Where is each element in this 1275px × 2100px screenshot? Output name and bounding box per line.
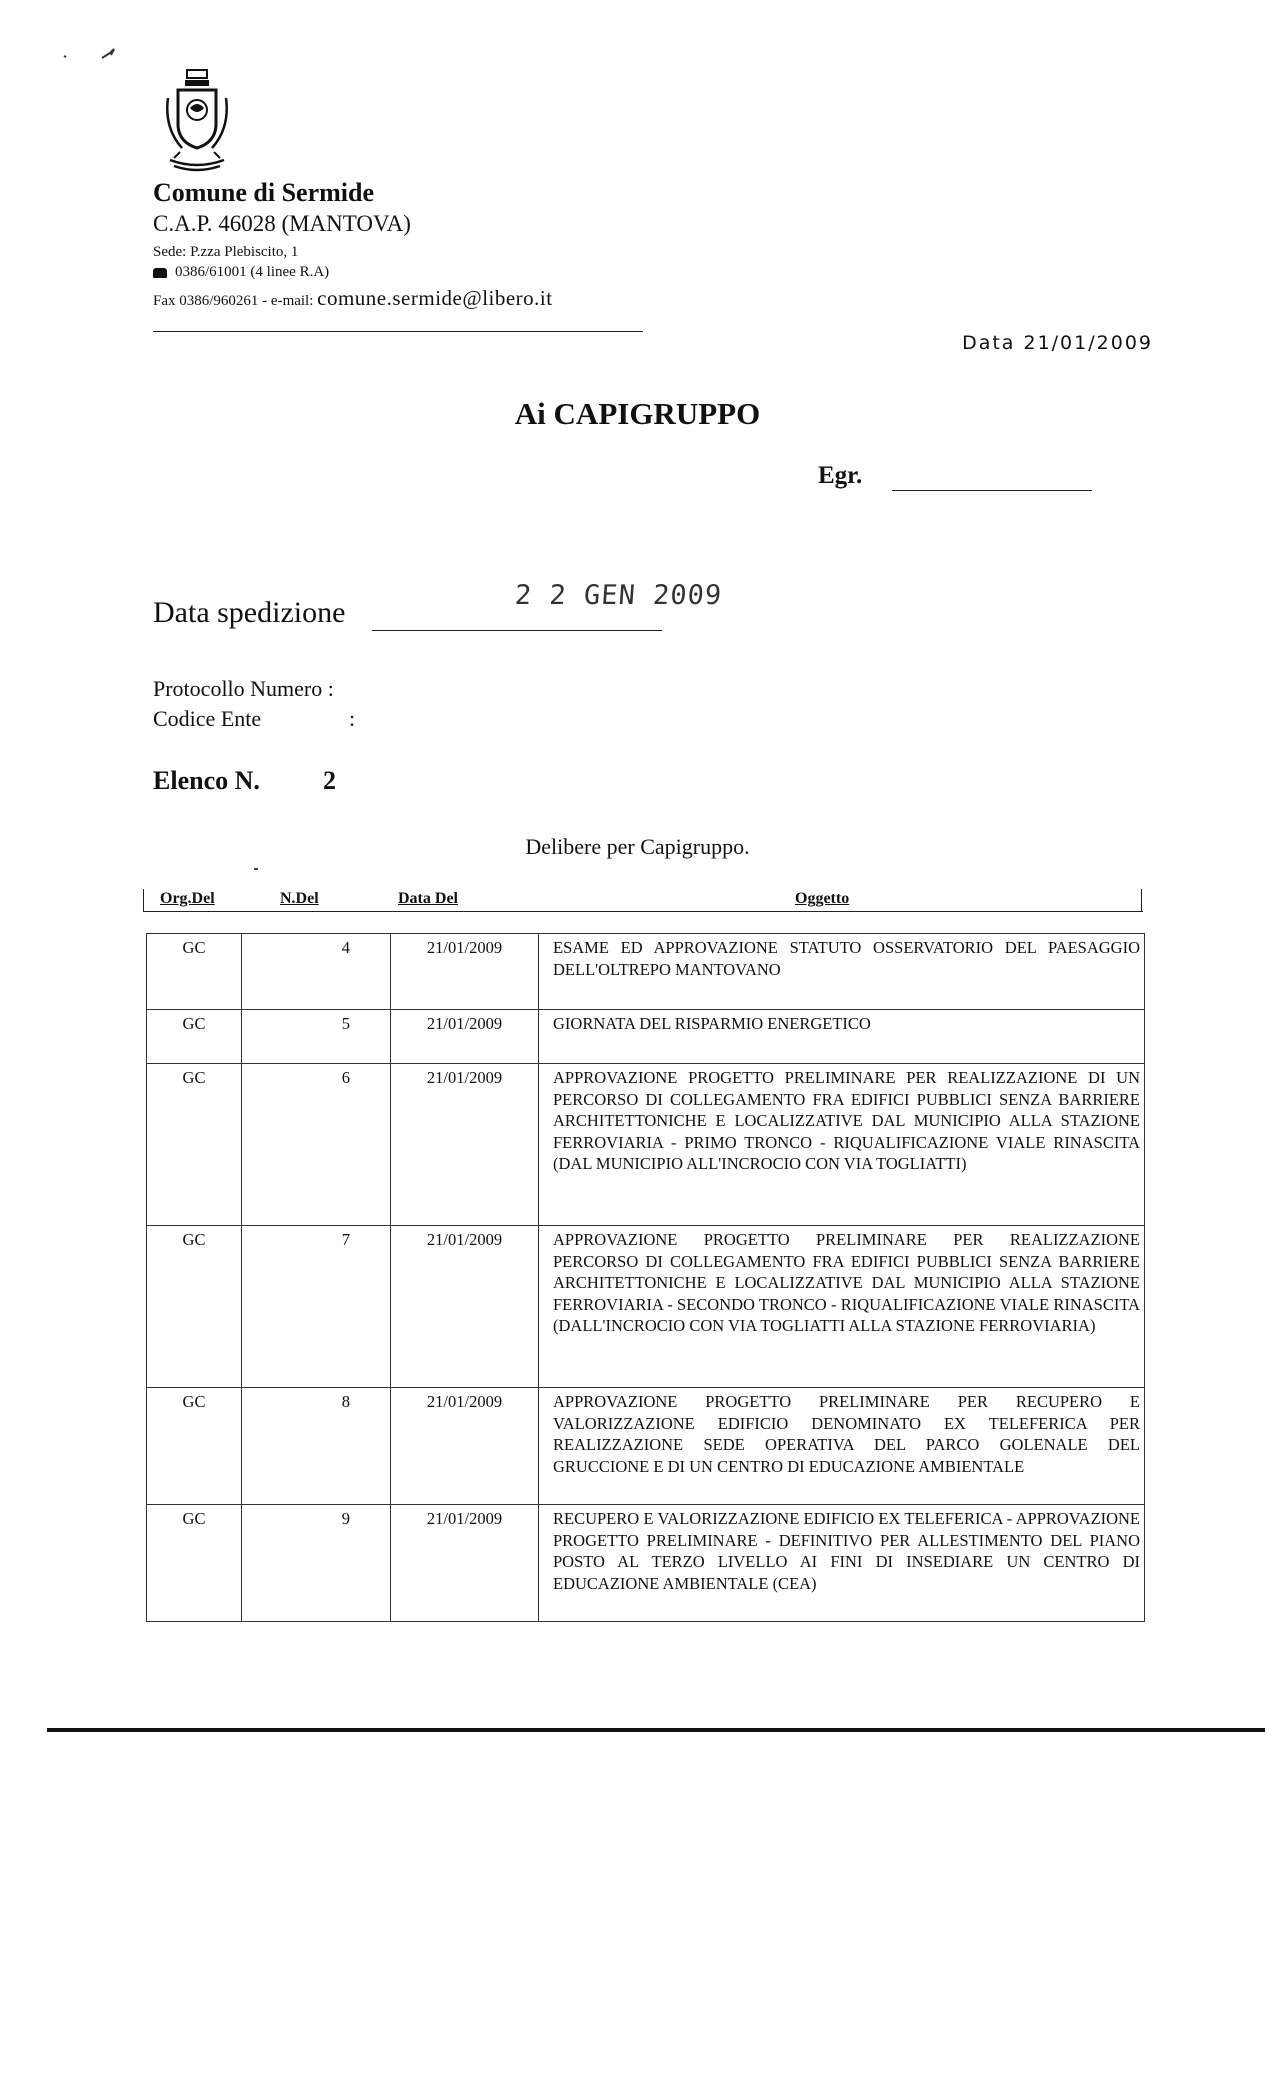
- subject-cell: APPROVAZIONE PROGETTO PRELIMINARE PER REALIZZAZIONE PERCORSO DI COLLEGAMENTO FRA EDIFICI PUBBLICI SENZA BARRIERE ARCHITETTONICHE E LOCALIZZATIVE DAL MUNICIPIO ALLA STAZIONE FERROVIARIA - SECONDO TRONCO - RIQUALIFICAZIONE VIALE RINASCITA (DALL'INCROCIO CON VIA TOGLIATTI ALLA STAZIONE FERROVIARIA): [539, 1226, 1145, 1388]
- org-cell: GC: [147, 1388, 242, 1505]
- number-cell: 7: [242, 1226, 391, 1388]
- stray-mark: [254, 868, 258, 870]
- date-cell: 21/01/2009: [391, 934, 539, 1010]
- org-cell: GC: [147, 1010, 242, 1064]
- egr-blank-line: [892, 490, 1092, 491]
- number-cell: 5: [242, 1010, 391, 1064]
- phone-number: 0386/61001 (4 linee R.A): [175, 264, 330, 280]
- table-row: [147, 1388, 1145, 1505]
- fax-email-line: [153, 286, 553, 311]
- subject-cell: GIORNATA DEL RISPARMIO ENERGETICO: [539, 1010, 1145, 1064]
- org-cell: GC: [147, 1064, 242, 1226]
- postal-code-line: C.A.P. 46028 (MANTOVA): [153, 211, 411, 236]
- table-header-left-edge: [143, 889, 144, 911]
- table-header: [143, 889, 1143, 911]
- organization-name: Comune di Sermide: [153, 178, 374, 207]
- subject-cell: APPROVAZIONE PROGETTO PRELIMINARE PER REALIZZAZIONE DI UN PERCORSO DI COLLEGAMENTO FRA EDIFICI PUBBLICI SENZA BARRIERE ARCHITETTONICHE E LOCALIZZATIVE DAL MUNICIPIO ALLA STAZIONE FERROVIARIA - PRIMO TRONCO - RIQUALIFICAZIONE VIALE RINASCITA (DAL MUNICIPIO ALL'INCROCIO CON VIA TOGLIATTI): [539, 1064, 1145, 1226]
- municipal-crest-icon: [160, 68, 234, 172]
- list-number-value: 2: [323, 766, 336, 795]
- protocol-number-label: Protocollo Numero :: [153, 676, 334, 701]
- date-cell: 21/01/2009: [391, 1064, 539, 1226]
- document-subtitle: Delibere per Capigruppo.: [525, 834, 750, 859]
- org-cell: GC: [147, 1226, 242, 1388]
- subject-cell: ESAME ED APPROVAZIONE STATUTO OSSERVATORIO DEL PAESAGGIO DELL'OLTREPO MANTOVANO: [539, 934, 1145, 1010]
- table-row: [147, 1064, 1145, 1226]
- subject-cell: RECUPERO E VALORIZZAZIONE EDIFICIO EX TELEFERICA - APPROVAZIONE PROGETTO PRELIMINARE - DEFINITIVO PER ALLESTIMENTO DEL PIANO POSTO AL TERZO LIVELLO AI FINI DI INSEDIARE UN CENTRO DI EDUCAZIONE AMBIENTALE (CEA): [539, 1505, 1145, 1622]
- number-cell: 9: [242, 1505, 391, 1622]
- number-cell: 4: [242, 934, 391, 1010]
- number-cell: 8: [242, 1388, 391, 1505]
- shipping-date-label: Data spedizione: [153, 596, 346, 629]
- phone-icon: [153, 268, 167, 278]
- subject-cell: APPROVAZIONE PROGETTO PRELIMINARE PER RECUPERO E VALORIZZAZIONE EDIFICIO DENOMINATO EX TELEFERICA PER REALIZZAZIONE SEDE OPERATIVA DEL PARCO GOLENALE DEL GRUCCIONE E DI UN CENTRO DI EDUCAZIONE AMBIENTALE: [539, 1388, 1145, 1505]
- table-header-right-edge: [1141, 889, 1142, 911]
- date-cell: 21/01/2009: [391, 1388, 539, 1505]
- date-stamp: 2 2 GEN 2009: [513, 580, 724, 611]
- table-header-rule: [143, 911, 1143, 912]
- date-cell: 21/01/2009: [391, 1010, 539, 1064]
- list-number-label: Elenco N.: [153, 766, 260, 795]
- table-row: [147, 1505, 1145, 1622]
- column-header-number: N.Del: [280, 890, 319, 907]
- shipping-date-line: [372, 630, 662, 631]
- date-cell: 21/01/2009: [391, 1226, 539, 1388]
- header-divider: [153, 331, 643, 332]
- egr-label: Egr.: [818, 462, 863, 489]
- fax-label: Fax 0386/960261 - e-mail:: [153, 293, 314, 309]
- pen-mark: [62, 44, 122, 64]
- email-address: comune.sermide@libero.it: [317, 286, 553, 310]
- bottom-rule: [47, 1728, 1265, 1732]
- table-row: [147, 1226, 1145, 1388]
- date-cell: 21/01/2009: [391, 1505, 539, 1622]
- column-header-org: Org.Del: [160, 890, 215, 907]
- entity-code-label: [153, 706, 356, 732]
- table-row: [147, 1010, 1145, 1064]
- document-date: Data 21/01/2009: [962, 332, 1153, 354]
- org-cell: GC: [147, 934, 242, 1010]
- list-number: [153, 766, 336, 796]
- org-cell: GC: [147, 1505, 242, 1622]
- number-cell: 6: [242, 1064, 391, 1226]
- resolutions-table: [146, 933, 1145, 1622]
- column-header-subject: Oggetto: [795, 890, 850, 907]
- entity-code-colon: :: [349, 706, 356, 731]
- recipient-heading: Ai CAPIGRUPPO: [514, 396, 761, 431]
- phone-line: [153, 264, 329, 281]
- entity-code-text: Codice Ente: [153, 706, 262, 731]
- column-header-date: Data Del: [398, 890, 458, 907]
- table-row: [147, 934, 1145, 1010]
- address-line: Sede: P.zza Plebiscito, 1: [153, 244, 299, 260]
